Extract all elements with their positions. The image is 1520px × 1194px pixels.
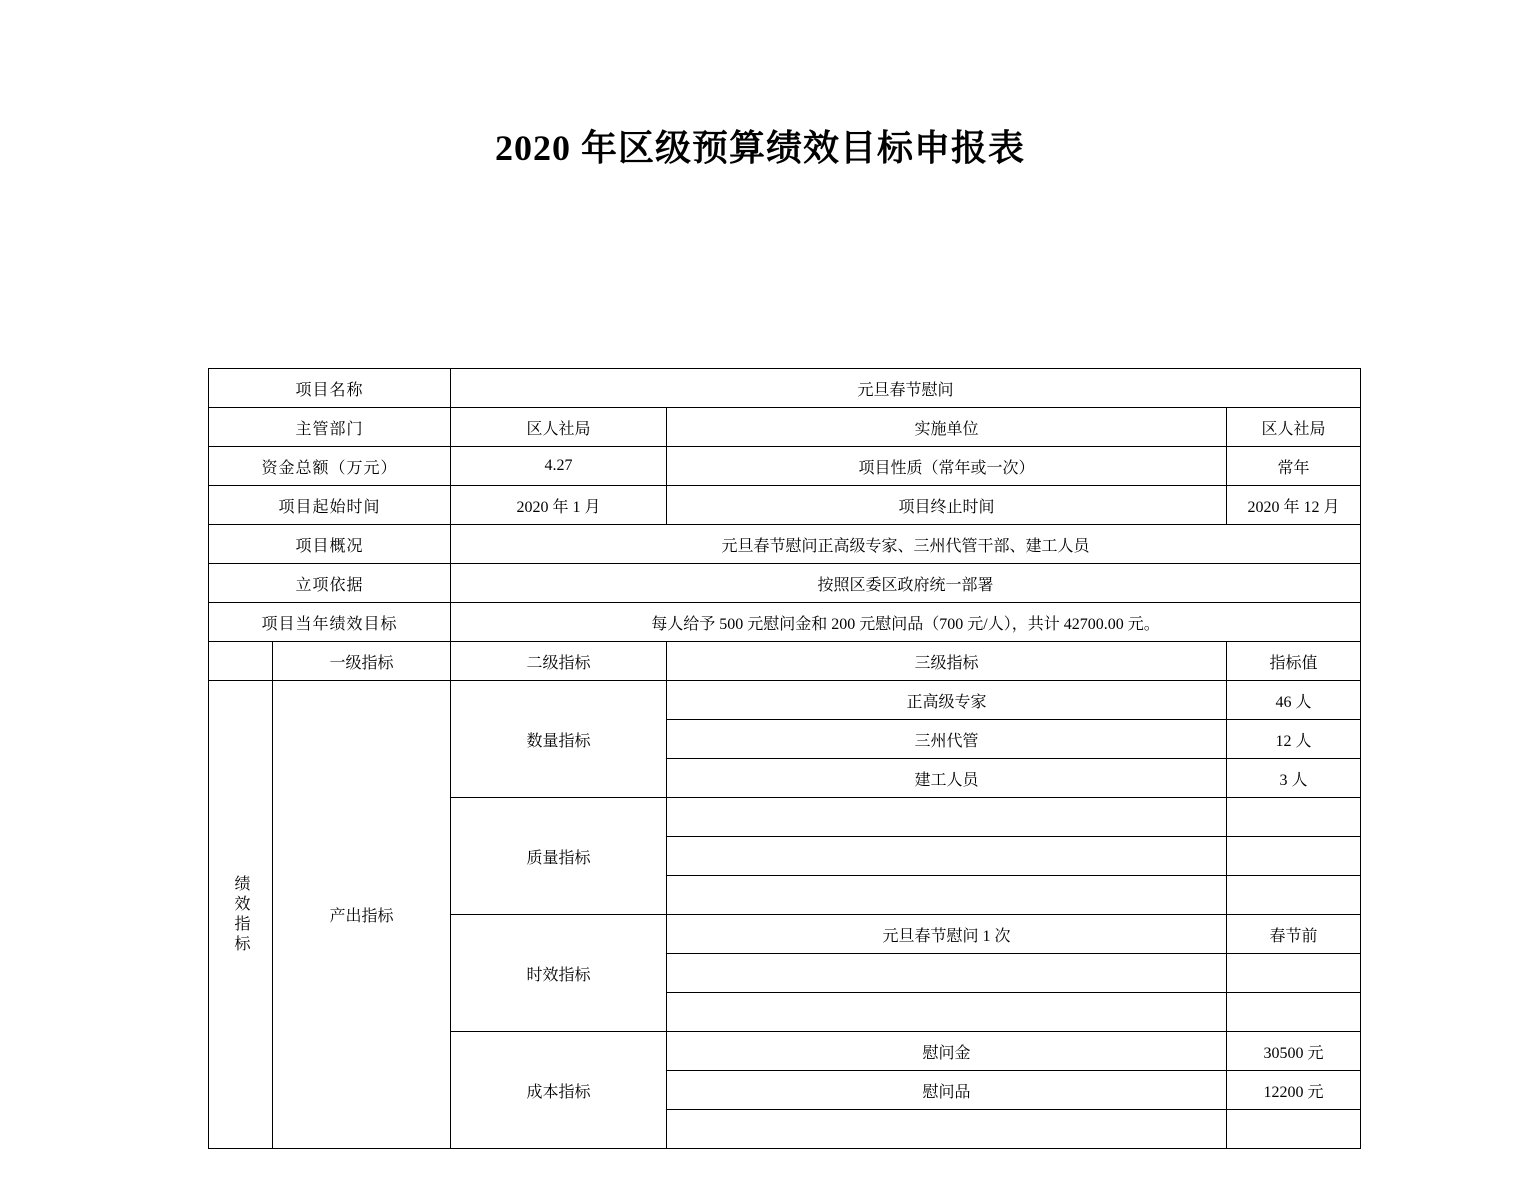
label-end-date: 项目终止时间 [667,486,1227,525]
table-row-dates [209,486,1361,525]
table-row-indicator-headers [209,642,1361,681]
table-row-amount-nature [209,447,1361,486]
indicator-level2-cost: 成本指标 [451,1032,667,1149]
indicator-level3 [667,954,1227,993]
value-managing-department: 区人社局 [451,408,667,447]
performance-target-form [208,368,1360,1149]
indicator-value [1227,954,1361,993]
value-project-name: 元旦春节慰问 [451,369,1361,408]
indicator-header-corner [209,642,273,681]
indicator-value [1227,993,1361,1032]
label-implementing-unit: 实施单位 [667,408,1227,447]
value-total-amount: 4.27 [451,447,667,486]
indicator-header-level3: 三级指标 [667,642,1227,681]
label-project-overview: 项目概况 [209,525,451,564]
indicator-value [1227,798,1361,837]
table-row-overview [209,525,1361,564]
table-row-departments [209,408,1361,447]
indicator-level3 [667,1110,1227,1149]
indicator-value: 3 人 [1227,759,1361,798]
document-page [0,120,1520,1194]
indicator-header-level1: 一级指标 [273,642,451,681]
indicator-value [1227,837,1361,876]
indicator-level3 [667,876,1227,915]
indicator-value [1227,1110,1361,1149]
indicator-level2-quality: 质量指标 [451,798,667,915]
indicator-level3 [667,837,1227,876]
table-row-basis [209,564,1361,603]
indicator-level2-quantity: 数量指标 [451,681,667,798]
value-end-date: 2020 年 12 月 [1227,486,1361,525]
indicator-header-level2: 二级指标 [451,642,667,681]
indicator-header-value: 指标值 [1227,642,1361,681]
form-table [208,368,1361,1149]
label-total-amount: 资金总额（万元） [209,447,451,486]
indicator-level3 [667,993,1227,1032]
value-implementing-unit: 区人社局 [1227,408,1361,447]
value-project-nature: 常年 [1227,447,1361,486]
indicator-level3 [667,798,1227,837]
table-row-indicator [209,681,1361,720]
label-project-name: 项目名称 [209,369,451,408]
label-approval-basis: 立项依据 [209,564,451,603]
label-annual-goal: 项目当年绩效目标 [209,603,451,642]
value-project-overview: 元旦春节慰问正高级专家、三州代管干部、建工人员 [451,525,1361,564]
indicator-level1-output: 产出指标 [273,681,451,1149]
table-row-annual-goal [209,603,1361,642]
indicator-value: 春节前 [1227,915,1361,954]
value-start-date: 2020 年 1 月 [451,486,667,525]
page-title: 2020 年区级预算绩效目标申报表 [494,128,1025,168]
label-project-nature: 项目性质（常年或一次） [667,447,1227,486]
indicator-level3: 建工人员 [667,759,1227,798]
indicator-value [1227,876,1361,915]
value-annual-goal: 每人给予 500 元慰问金和 200 元慰问品（700 元/人），共计 42700.00 元。 [451,603,1361,642]
label-managing-department: 主管部门 [209,408,451,447]
table-row-project-name [209,369,1361,408]
indicator-level3: 慰问品 [667,1071,1227,1110]
indicator-level3: 元旦春节慰问 1 次 [667,915,1227,954]
label-start-date: 项目起始时间 [209,486,451,525]
indicator-group-label: 绩效指标 [209,681,273,1149]
indicator-level3: 慰问金 [667,1032,1227,1071]
indicator-value: 30500 元 [1227,1032,1361,1071]
indicator-value: 12 人 [1227,720,1361,759]
indicator-level2-timeliness: 时效指标 [451,915,667,1032]
indicator-level3: 三州代管 [667,720,1227,759]
indicator-value: 46 人 [1227,681,1361,720]
value-approval-basis: 按照区委区政府统一部署 [451,564,1361,603]
indicator-value: 12200 元 [1227,1071,1361,1110]
indicator-level3: 正高级专家 [667,681,1227,720]
